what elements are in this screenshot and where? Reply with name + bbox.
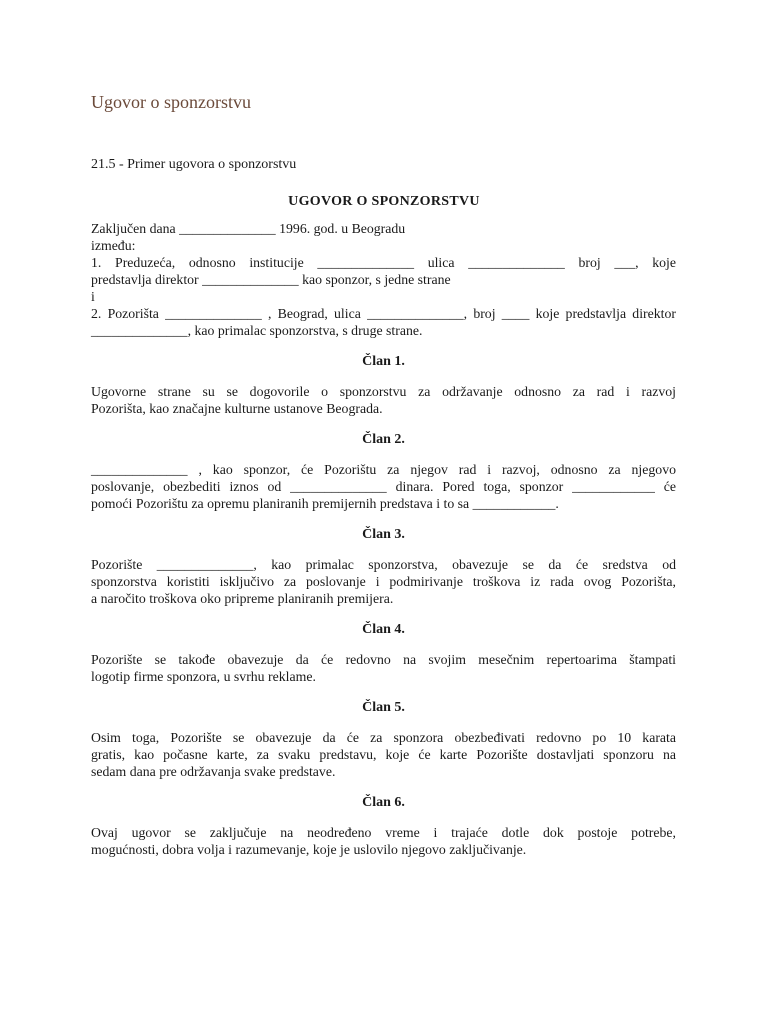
document-title: Ugovor o sponzorstvu	[91, 92, 251, 112]
article-line: poslovanje, obezbediti iznos od ______________ dinara. Pored toga, sponzor ____________ će	[91, 479, 676, 494]
article-line: sponzorstva koristiti isključivo za poslovanje i podmirivanje troškova iz rada ovog Pozorišta,	[91, 574, 676, 589]
article-line: logotip firme sponzora, u svrhu reklame.	[91, 669, 316, 684]
party2-line2: ______________, kao primalac sponzorstva, s druge strane.	[91, 323, 423, 338]
article-section	[91, 621, 676, 685]
article-line: Ugovorne strane su se dogovorile o sponzorstvu za održavanje odnosno za rad i razvoj	[91, 384, 676, 399]
article-paragraph	[91, 729, 676, 780]
article-line: Osim toga, Pozorište se obavezuje da će za sponzora obezbeđivati redovno po 10 karata	[91, 730, 676, 745]
article-line: gratis, kao počasne karte, za svaku predstavu, koje će karte Pozorište dostavljati sponzoru na	[91, 747, 676, 762]
article-line: Pozorišta, kao značajne kulturne ustanove Beograda.	[91, 401, 383, 416]
article-line: mogućnosti, dobra volja i razumevanje, koje je uslovilo njegovo zaključivanje.	[91, 842, 527, 857]
between-label: između:	[91, 238, 136, 253]
article-line: pomoći Pozorištu za opremu planiranih premijernih predstava i to sa ____________.	[91, 496, 559, 511]
article-heading: Član 5.	[362, 700, 405, 715]
parties-section	[91, 220, 676, 339]
concluded-line: Zaključen dana ______________ 1996. god. u Beogradu	[91, 221, 406, 236]
article-paragraph	[91, 556, 676, 607]
article-heading: Član 3.	[362, 527, 405, 542]
article-heading: Član 2.	[362, 432, 405, 447]
article-heading: Član 4.	[362, 622, 405, 637]
article-line: sedam dana pre održavanja svake predstave.	[91, 764, 336, 779]
and-label: i	[91, 289, 95, 304]
article-line: Pozorište se takođe obavezuje da će redovno na svojim mesečnim repertoarima štampati	[91, 652, 676, 667]
article-paragraph	[91, 461, 676, 512]
article-section	[91, 526, 676, 607]
article-paragraph	[91, 383, 676, 417]
articles-list	[91, 353, 676, 858]
party2-line1: 2. Pozorišta ______________ , Beograd, ulica ______________, broj ____ koje predstavlja direktor	[91, 306, 676, 321]
party1-line2: predstavlja direktor ______________ kao sponzor, s jedne strane	[91, 272, 451, 287]
article-line: Ovaj ugovor se zaključuje na neodređeno vreme i trajaće dotle dok postoje potrebe,	[91, 825, 676, 840]
article-paragraph	[91, 824, 676, 858]
article-heading: Član 6.	[362, 795, 405, 810]
article-section	[91, 353, 676, 417]
contract-body	[91, 220, 676, 858]
article-section	[91, 431, 676, 512]
article-paragraph	[91, 651, 676, 685]
article-line: ______________ , kao sponzor, će Pozorištu za njegov rad i razvoj, odnosno za njegovo	[91, 462, 676, 477]
article-section	[91, 699, 676, 780]
article-line: Pozorište ______________, kao primalac sponzorstva, obavezuje se da će sredstva od	[91, 557, 676, 572]
contract-title: UGOVOR O SPONZORSTVU	[288, 194, 480, 209]
article-line: a naročito troškova oko pripreme planiranih premijera.	[91, 591, 394, 606]
document-subtitle: 21.5 - Primer ugovora o sponzorstvu	[91, 157, 297, 172]
party1-line1: 1. Preduzeća, odnosno institucije ______________ ulica ______________ broj ___, koje	[91, 255, 676, 270]
article-section	[91, 794, 676, 858]
article-heading: Član 1.	[362, 354, 405, 369]
